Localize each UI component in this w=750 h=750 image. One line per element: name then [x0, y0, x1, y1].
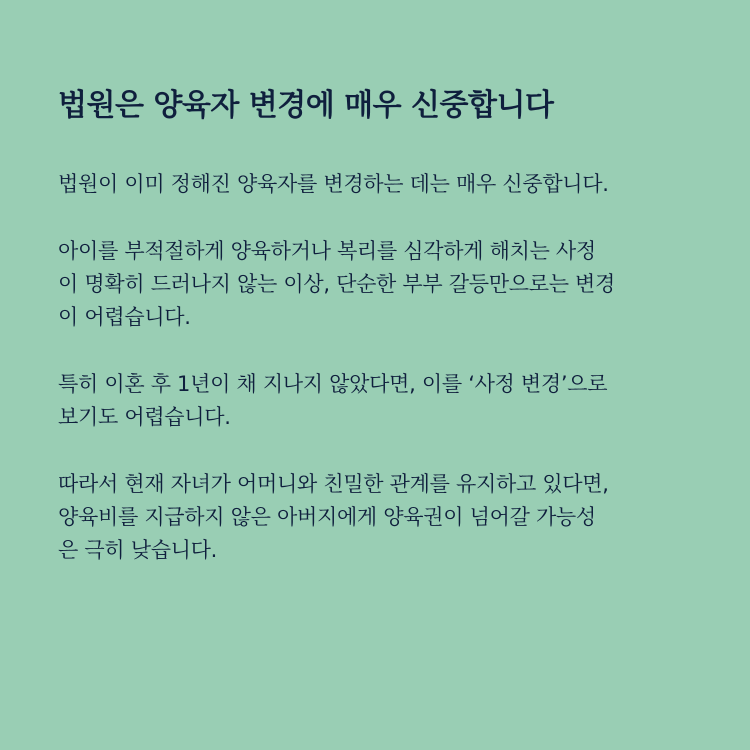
paragraph-3 — [58, 368, 692, 434]
paragraph-line: 따라서 현재 자녀가 어머니와 친밀한 관계를 유지하고 있다면, — [58, 472, 609, 496]
card-body — [58, 168, 692, 567]
paragraph-4 — [58, 468, 692, 567]
paragraph-line: 이 어렵습니다. — [58, 305, 191, 329]
paragraph-line: 은 극히 낮습니다. — [58, 538, 218, 562]
paragraph-line: 양육비를 지급하지 않은 아버지에게 양육권이 넘어갈 가능성 — [58, 505, 596, 529]
paragraph-line: 특히 이혼 후 1년이 채 지나지 않았다면, 이를 ‘사정 변경’으로 — [58, 372, 608, 396]
paragraph-line: 아이를 부적절하게 양육하거나 복리를 심각하게 해치는 사정 — [58, 239, 596, 263]
card-title: 법원은 양육자 변경에 매우 신중합니다 — [58, 88, 554, 123]
paragraph-2 — [58, 235, 692, 334]
paragraph-line: 보기도 어렵습니다. — [58, 405, 231, 429]
paragraph-line: 법원이 이미 정해진 양육자를 변경하는 데는 매우 신중합니다. — [58, 172, 609, 196]
paragraph-1 — [58, 168, 692, 201]
paragraph-line: 이 명확히 드러나지 않는 이상, 단순한 부부 갈등만으로는 변경 — [58, 272, 616, 296]
